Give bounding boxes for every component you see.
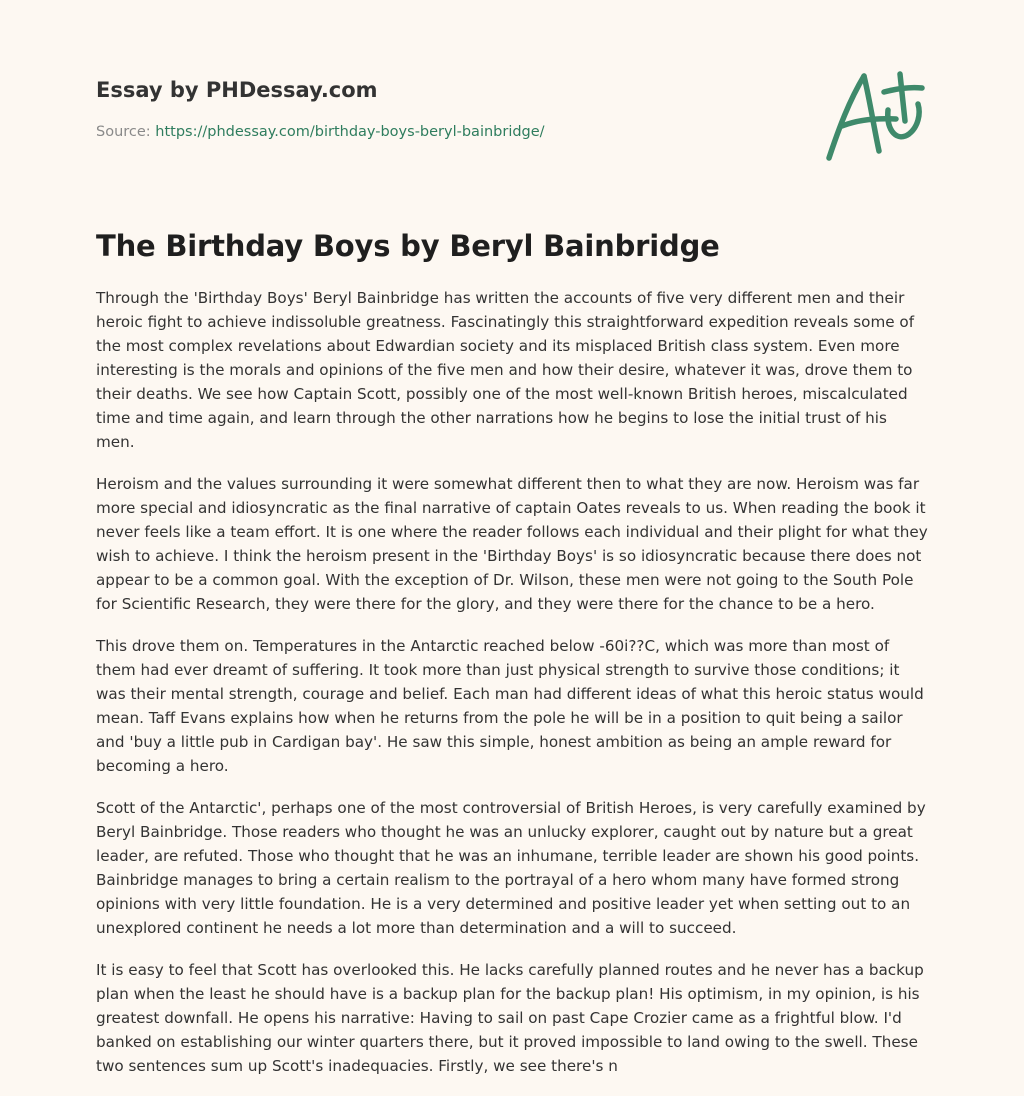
source-label: Source: (96, 124, 151, 140)
a-plus-grade-icon (822, 66, 926, 164)
source-link[interactable]: https://phdessay.com/birthday-boys-beryl-bainbridge/ (155, 124, 545, 140)
source-line (96, 122, 816, 142)
essay-body (96, 286, 930, 1096)
essay-paragraph: It is easy to feel that Scott has overlooked this. He lacks carefully planned routes and he never has a backup plan when the least he should have is a backup plan for the backup plan! His optimism, in my opinion, is his greatest downfall. He opens his narrative: Having to sail on past Cape Crozier came as a frightful blow. I'd banked on establishing our winter quarters there, but it proved impossible to land owing to the swell. These two sentences sum up Scott's inadequacies. Firstly, we see there's n (96, 961, 924, 1075)
essay-paragraph: Through the 'Birthday Boys' Beryl Bainbridge has written the accounts of five very different men and their heroic fight to achieve indissoluble greatness. Fascinatingly this straightforward expedition reveals some of the most complex revelations about Edwardian society and its misplaced British class system. Even more interesting is the morals and opinions of the five men and how their desire, whatever it was, drove them to their deaths. We see how Captain Scott, possibly one of the most well-known British heroes, miscalculated time and time again, and learn through the other narrations how he begins to lose the initial trust of his men. (96, 289, 915, 451)
essay-paragraph: This drove them on. Temperatures in the Antarctic reached below -60i??C, which was more than most of them had ever dreamt of suffering. It took more than just physical strength to survive those conditions; it was their mental strength, courage and belief. Each man had different ideas of what this heroic status would mean. Taff Evans explains how when he returns from the pole he will be in a position to quit being a sailor and 'buy a little pub in Cardigan bay'. He saw this simple, honest ambition as being an ample reward for becoming a hero. (96, 637, 924, 775)
page-header (96, 75, 816, 142)
essay-paragraph: Scott of the Antarctic', perhaps one of the most controversial of British Heroes, is very carefully examined by Beryl Bainbridge. Those readers who thought he was an unlucky explorer, caught out by nature but a great leader, are refuted. Those who thought that he was an inhumane, terrible leader are shown his good points. Bainbridge manages to bring a certain realism to the portrayal of a hero whom many have formed strong opinions with very little foundation. He is a very determined and positive leader yet when setting out to an unexplored continent he needs a lot more than determination and a will to succeed. (96, 799, 926, 937)
site-title: Essay by PHDessay.com (96, 78, 378, 102)
essay-paragraph: Heroism and the values surrounding it were somewhat different then to what they are now. Heroism was far more special and idiosyncratic as the final narrative of captain Oates reveals to us. When reading the book it never feels like a team effort. It is one where the reader follows each individual and their plight for what they wish to achieve. I think the heroism present in the 'Birthday Boys' is so idiosyncratic because there does not appear to be a common goal. With the exception of Dr. Wilson, these men were not going to the South Pole for Scientific Research, they were there for the glory, and they were there for the chance to be a hero. (96, 475, 928, 613)
essay-title: The Birthday Boys by Beryl Bainbridge (96, 229, 720, 263)
